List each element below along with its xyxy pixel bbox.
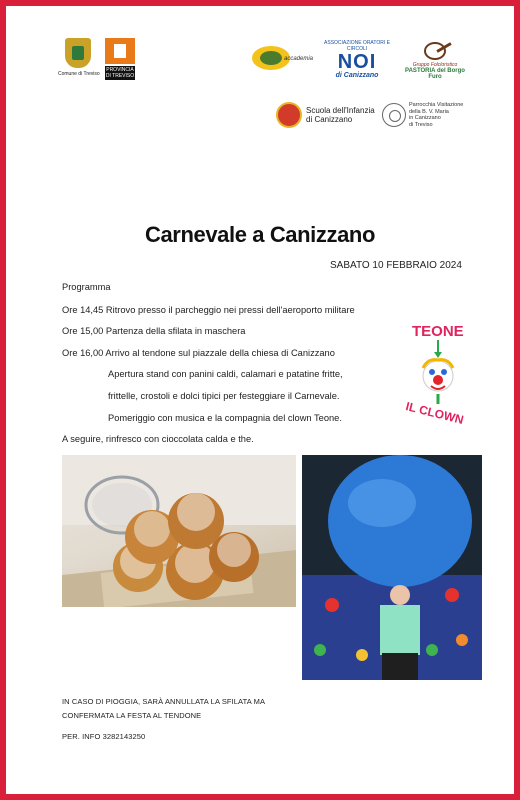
program-line-4: Apertura stand con panini caldi, calamari e patatine fritte, bbox=[108, 369, 343, 379]
program-line-2: Ore 15,00 Partenza della sfilata in maschera bbox=[62, 326, 246, 336]
provincia-treviso-logo bbox=[100, 38, 140, 86]
infanzia-line1: Scuola dell'Infanzia bbox=[306, 106, 375, 115]
program-line-7: A seguire, rinfresco con cioccolata calda e the. bbox=[62, 434, 254, 444]
provincia-caption: PROVINCIA DI TREVISO bbox=[105, 67, 135, 79]
noi-line2: di Canizzano bbox=[335, 72, 379, 79]
pastoria-logo bbox=[400, 40, 470, 84]
accademia-caption: accademia bbox=[284, 56, 314, 62]
frittelle-photo bbox=[62, 455, 296, 607]
bagpipe-icon bbox=[418, 40, 452, 62]
provincia-icon bbox=[105, 38, 135, 64]
clown-balloon-photo bbox=[302, 455, 482, 680]
parish-emblem-icon bbox=[382, 103, 406, 127]
clown-top-text: TEONE bbox=[412, 323, 464, 340]
clown-face-icon bbox=[398, 320, 480, 428]
folk-line1: Gruppo Folcloristico bbox=[412, 62, 458, 68]
program-line-3: Ore 16,00 Arrivo al tendone sul piazzale della chiesa di Canizzano bbox=[62, 348, 335, 358]
clown-balloon-image bbox=[302, 455, 482, 680]
crest-icon bbox=[65, 38, 91, 68]
noi-line1: ASSOCIAZIONE ORATORI E CIRCOLI bbox=[324, 40, 390, 52]
program-line-6: Pomeriggio con musica e la compagnia del clown Teone. bbox=[108, 413, 342, 423]
event-date: SABATO 10 FEBBRAIO 2024 bbox=[330, 260, 462, 271]
frittelle-image bbox=[62, 455, 296, 607]
accademia-logo bbox=[252, 46, 314, 80]
infanzia-line2: di Canizzano bbox=[306, 115, 353, 124]
noi-canizzano-logo bbox=[322, 40, 392, 84]
rain-notice-line-2: CONFERMATA LA FESTA AL TENDONE bbox=[62, 711, 202, 720]
noi-main: NOI bbox=[337, 51, 377, 73]
comune-treviso-logo bbox=[58, 38, 98, 86]
parrocchia-line3: in Canizzano bbox=[409, 115, 441, 121]
program-line-1: Ore 14,45 Ritrovo presso il parcheggio nei pressi dell'aeroporto militare bbox=[62, 305, 355, 315]
program-heading: Programma bbox=[62, 282, 111, 292]
parrocchia-logo bbox=[382, 100, 482, 130]
rain-notice-line-1: IN CASO DI PIOGGIA, SARÀ ANNULLATA LA SFILATA MA bbox=[62, 697, 266, 706]
event-title: Carnevale a Canizzano bbox=[144, 222, 376, 247]
parrocchia-line2: della B. V. Maria bbox=[409, 108, 449, 115]
info-phone: PER. INFO 3282143250 bbox=[62, 732, 146, 741]
clown-bottom-text: IL CLOWN bbox=[404, 399, 466, 427]
teone-clown-logo bbox=[398, 320, 480, 428]
scuola-infanzia-logo bbox=[276, 100, 376, 130]
parrocchia-line4: di Treviso bbox=[409, 121, 433, 128]
school-emblem-icon bbox=[276, 102, 302, 128]
folk-line2: PASTORIA del Borgo Furo bbox=[405, 68, 465, 80]
comune-caption: Comune di Treviso bbox=[58, 71, 100, 77]
parrocchia-line1: Parrocchia Visitazione bbox=[409, 102, 464, 108]
program-line-5: frittelle, crostoli e dolci tipici per festeggiare il Carnevale. bbox=[108, 391, 340, 401]
